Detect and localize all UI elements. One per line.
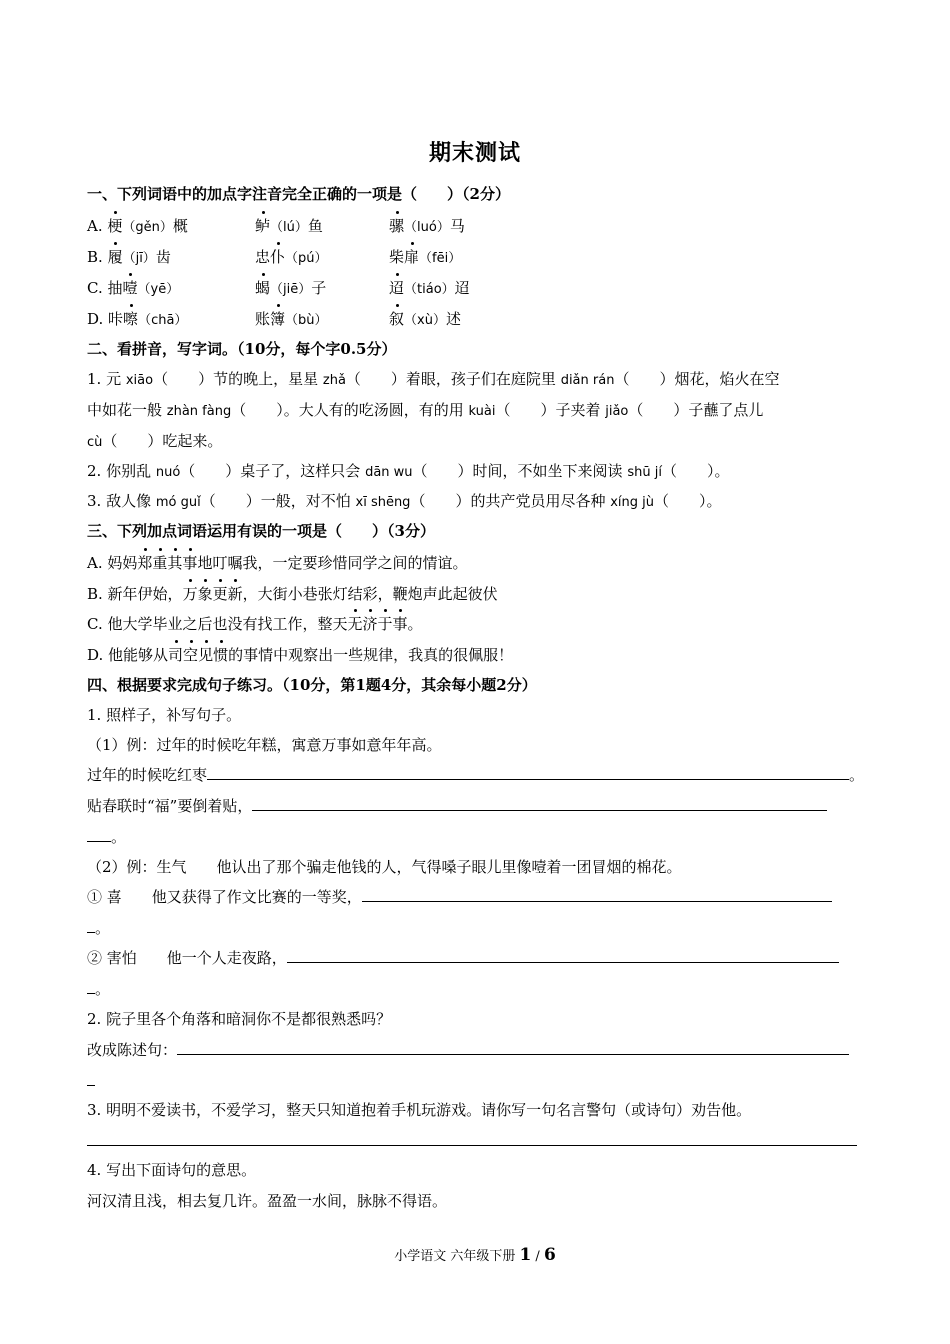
answer-blank[interactable] — [87, 979, 95, 994]
answer-blank[interactable] — [87, 827, 111, 842]
poem-text: 河汉清且浅，相去复几许。盈盈一水间，脉脉不得语。 — [87, 1192, 448, 1210]
q4-q2-answer-end — [87, 1071, 865, 1091]
answer-blank[interactable] — [362, 887, 832, 902]
answer-blank[interactable] — [177, 1040, 849, 1055]
q3-option-b: B. 新年伊始，万象更新，大街小巷张灯结彩，鞭炮声此起彼伏 — [87, 585, 498, 603]
answer-blank[interactable] — [287, 948, 839, 963]
q4-sub1-line-b: 贴春联时“福”要倒着贴， — [87, 796, 865, 816]
q4-q3: 3. 明明不爱读书，不爱学习，整天只知道抱着手机玩游戏。请你写一句名言警句（或诗句）劝告他。 — [87, 1101, 752, 1119]
q2-line-3: cù（ ）吃起来。 — [87, 432, 223, 450]
page-number: 1 — [519, 1245, 532, 1265]
q4-q2: 2. 院子里各个角落和暗洞你不是都很熟悉吗？ — [87, 1010, 392, 1028]
q4-sub1-example: （1）例：过年的时候吃年糕，寓意万事如意年年高。 — [87, 736, 442, 754]
answer-blank[interactable] — [207, 765, 849, 780]
q4-sub2-line-a: ① 喜 他又获得了作文比赛的一等奖， — [87, 887, 865, 907]
q2-heading: 二、看拼音，写字词。（10分，每个字0.5分） — [87, 340, 397, 358]
q4-sub2-line-b: ② 害怕 他一个人走夜路， — [87, 948, 865, 968]
answer-blank[interactable] — [87, 1131, 857, 1146]
page-title: 期末测试 — [428, 140, 521, 166]
answer-blank[interactable] — [252, 796, 827, 811]
q4-sub1-line-b-end: 。 — [87, 827, 865, 847]
page-total: 6 — [543, 1245, 556, 1265]
q4-q2-answer: 改成陈述句： — [87, 1040, 865, 1060]
q2-line-4: 2. 你别乱 nuó（ ）桌子了，这样只会 dān wu（ ）时间，不如坐下来阅读 shū jí（ ）。 — [87, 462, 730, 480]
q4-sub2-example: （2）例：生气 他认出了那个骗走他钱的人，气得嗓子眼儿里像噎着一团冒烟的棉花。 — [87, 858, 682, 876]
dotted-phrase: 万象更新 — [182, 585, 243, 603]
answer-blank[interactable] — [87, 1071, 95, 1086]
q4-sub2-line-b-end: 。 — [87, 979, 865, 999]
q4-sub1: 1. 照样子，补写句子。 — [87, 706, 242, 724]
q1-heading: 一、下列词语中的加点字注音完全正确的一项是（ ）（2分） — [87, 185, 510, 203]
q4-heading: 四、根据要求完成句子练习。（10分，第1题4分，其余每小题2分） — [87, 676, 537, 694]
q2-line-1: 1. 元 xiāo（ ）节的晚上，星星 zhǎ（ ）着眼，孩子们在庭院里 diǎn rán（ ）烟花，焰火在空 — [87, 370, 780, 388]
dotted-phrase: 司空见惯 — [168, 646, 229, 664]
q2-line-5: 3. 敌人像 mó guǐ（ ）一般，对不怕 xī shēng（ ）的共产党员用尽各种 xíng jù（ ）。 — [87, 492, 722, 510]
dotted-phrase: 无济于事 — [347, 615, 408, 633]
q3-heading: 三、下列加点词语运用有误的一项是（ ）（3分） — [87, 522, 435, 540]
answer-blank[interactable] — [87, 918, 95, 933]
q4-q3-answer — [87, 1131, 865, 1151]
q3-option-d: D. 他能够从司空见惯的事情中观察出一些规律，我真的很佩服！ — [87, 646, 514, 664]
q4-sub2-line-a-end: 。 — [87, 918, 865, 938]
page-footer: 小学语文 六年级下册 1 / 6 — [394, 1245, 556, 1265]
q2-line-2: 中如花一般 zhàn fàng（ ）。大人有的吃汤圆，有的用 kuài（ ）子夹着 jiǎo（ ）子蘸了点儿 — [87, 401, 764, 419]
exam-page: 期末测试 一、下列词语中的加点字注音完全正确的一项是（ ）（2分） A. 梗（gěn）概 鲈（lú）鱼 骡（luó）马 B. 履（jī）齿 忠仆（pú） 柴扉（fēi） C. 抽噎（yē） 蝎（jiē）子 迢（tiáo）迢 D. 咔嚓（chā） 账簿（bù） 叙（xù）述 二、看拼音，写字词。（10分，每个字0.5分） 1. 元 xiāo（ ）节的晚上，星星 zhǎ（ ）着眼，孩子们在庭院里 diǎn rán（ ）烟花，焰火在空 中如花一般 zhàn fàng（ ）。大人有的吃汤圆，有的用 kuài（ ）子夹着 jiǎo（ ）子蘸了点儿 cù（ ）吃起来。 2. 你别乱 nuó（ ）桌子了，这样只会 dān wu（ ）时间，不如坐下来阅读 shū jí（ ）。 3. 敌人像 mó guǐ（ ）一般，对不怕 xī shēng（ ）的共产党员用尽各种 xíng jù（ ）。 三、下列加点词语运用有误的一项是（ ）（3分） A. 妈妈郑重其事地叮嘱我，一定要珍惜同学之间的情谊。 B. 新年伊始，万象更新，大街小巷张灯结彩，鞭炮声此起彼伏 C. 他大学毕业之后也没有找工作，整天无济于事。 D. 他能够从司空见惯的事情中观察出一些规律，我真的很佩服！ 四、根据要求完成句子练习。（10分，第1题4分，其余每小题2分） 1. 照样子，补写句子。 （1）例：过年的时候吃年糕，寓意万事如意年年高。 过年的时候吃红枣 。 贴春联时“福”要倒着贴， 。 （2）例：生气 他认出了那个骗走他钱的人，气得嗓子眼儿里像噎着一团冒烟的棉花。 ① 喜 他又获得了作文比赛的一等奖， 。 ② 害怕 他一个人走夜路， 。 2. 院子里各个角落和暗洞你不是都很熟悉吗？ 改成陈述句： 3. 明明不爱读书，不爱学习，整天只知道抱着手机玩游戏。请你写一句名言警句（或诗句）劝告他。 4. 写出下面诗句的意思。 河汉清且浅，相去复几许。盈盈一水间，脉脉不得语。 小学语文 六年级下册 1 / 6 — [0, 0, 950, 1344]
q4-sub1-line-a: 过年的时候吃红枣 。 — [87, 766, 865, 784]
dotted-phrase: 郑重其事 — [137, 554, 198, 572]
q4-q4: 4. 写出下面诗句的意思。 — [87, 1161, 257, 1179]
q3-option-c: C. 他大学毕业之后也没有找工作，整天无济于事。 — [87, 615, 423, 633]
q3-option-a: A. 妈妈郑重其事地叮嘱我，一定要珍惜同学之间的情谊。 — [87, 554, 468, 572]
